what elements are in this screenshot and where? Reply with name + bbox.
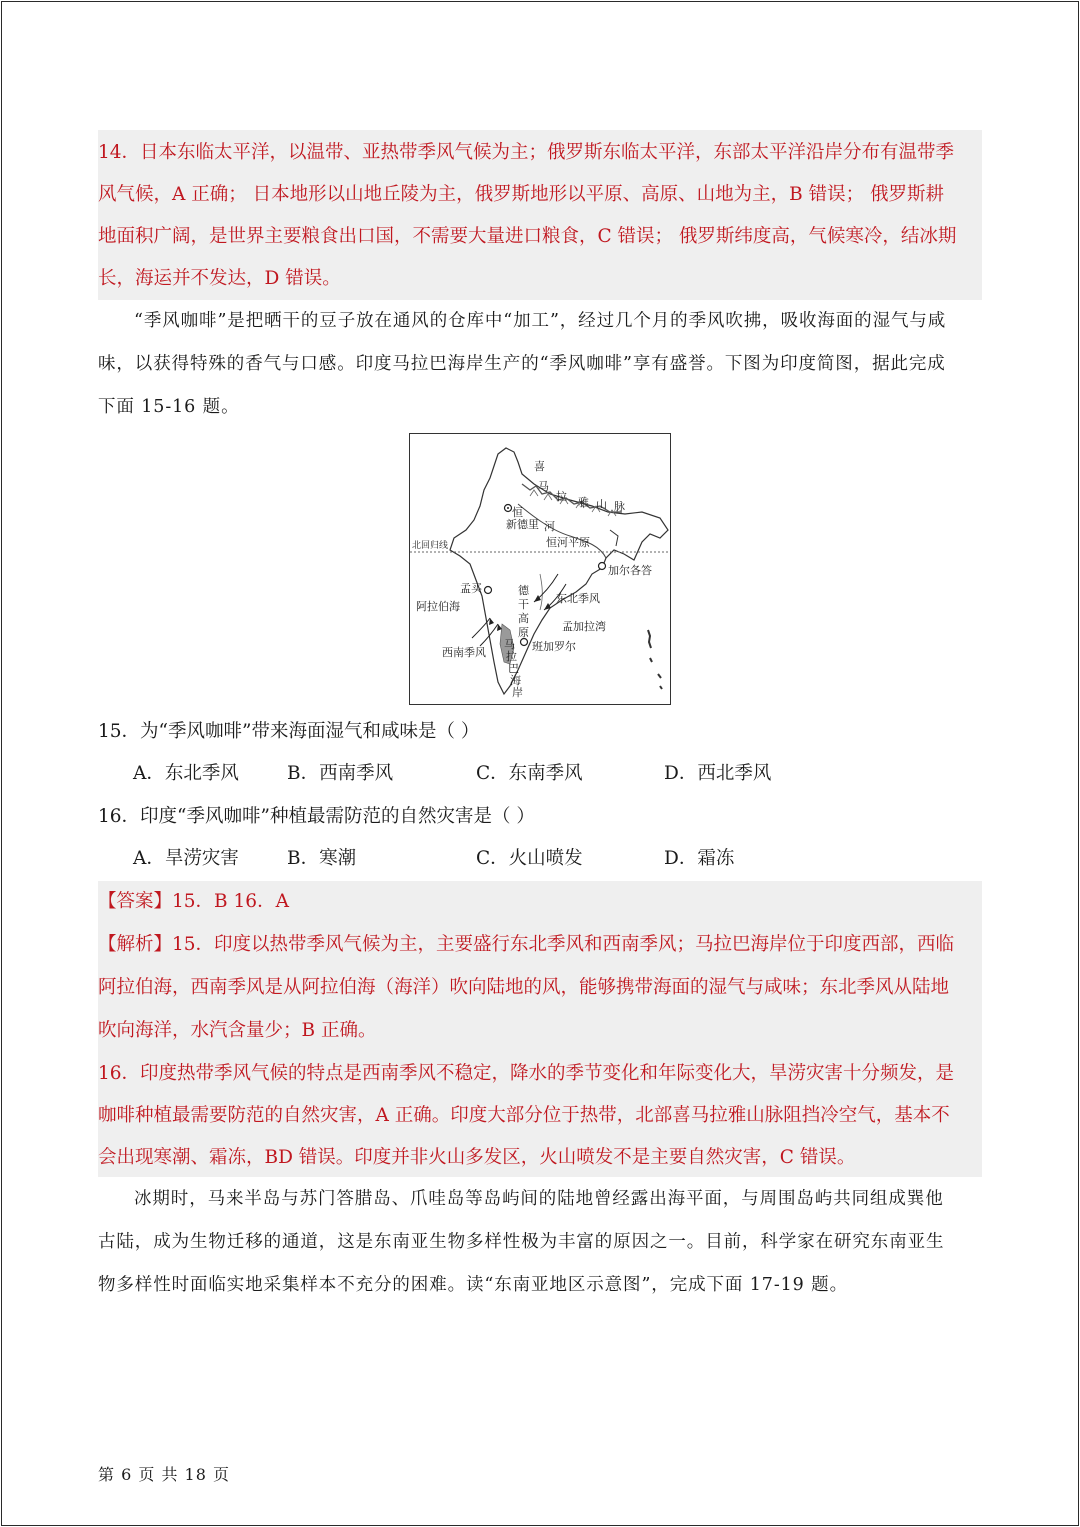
analysis-line-1 [98, 924, 982, 966]
andaman-islands [648, 630, 662, 689]
label-ganges-2: 河 [544, 520, 555, 533]
answer-tag: 【答案】 [98, 891, 173, 912]
label-malabar-1: 马 [504, 638, 515, 651]
kolkata-dot [599, 563, 606, 570]
label-deccan-4: 原 [518, 626, 529, 639]
intro-15-16-line-1: “季风咖啡”是把晒干的豆子放在通风的仓库中“加工”，经过几个月的季风吹拂，吸收海面的湿气与咸 [134, 311, 947, 331]
q16-stem: 16．印度“季风咖啡”种植最需防范的自然灾害是（ ） [98, 806, 535, 827]
q14-line-3: 地面积广阔，是世界主要粮食出口国，不需要大量进口粮食，C 错误； 俄罗斯纬度高，气候寒冷，结冰期 [98, 226, 957, 247]
q16-option-c[interactable]: C．火山喷发 [476, 848, 583, 869]
label-deccan-1: 德 [518, 584, 529, 597]
label-himalaya-2: 马 [538, 480, 549, 493]
answer-line [98, 881, 982, 923]
bangalore-dot [521, 639, 528, 646]
label-kolkata: 加尔各答 [608, 564, 652, 577]
q16-option-a[interactable]: A．旱涝灾害 [133, 848, 239, 869]
label-deccan-3: 高 [518, 612, 529, 625]
answer-text: 15．B 16．A [172, 891, 289, 912]
label-ganges-1: 恒 [512, 506, 523, 519]
intro-15-16-line-3: 下面 15-16 题。 [98, 397, 240, 417]
analysis-line-4: 16．印度热带季风气候的特点是西南季风不稳定，降水的季节变化和年际变化大，旱涝灾害十分频发，是 [98, 1063, 955, 1084]
ganges-river [518, 504, 606, 558]
analysis-line-2: 阿拉伯海，西南季风是从阿拉伯海（海洋）吹向陆地的风，能够携带海面的湿气与咸味；东北季风从陆地 [98, 977, 950, 998]
intro-17-19-line-2: 古陆，成为生物迁移的通道，这是东南亚生物多样性极为丰富的原因之一。目前，科学家在研究东南亚生 [98, 1232, 945, 1252]
q15-option-d[interactable]: D．西北季风 [664, 763, 772, 784]
intro-15-16-line-2: 味，以获得特殊的香气与口感。印度马拉巴海岸生产的“季风咖啡”享有盛誉。下图为印度简图，据此完成 [98, 354, 946, 374]
label-bay-of-bengal: 孟加拉湾 [562, 620, 606, 633]
analysis-tag: 【解析】 [98, 934, 173, 955]
mumbai-dot [485, 587, 492, 594]
label-tropic: 北回归线 [412, 541, 449, 551]
intro-17-19-line-1: 冰期时，马来半岛与苏门答腊岛、爪哇岛等岛屿间的陆地曾经露出海平面，与周围岛屿共同组成巽他 [134, 1189, 944, 1209]
intro-17-19-line-3: 物多样性时面临实地采集样本不充分的困难。读“东南亚地区示意图”，完成下面 17-19 题。 [98, 1275, 848, 1295]
analysis-line-5: 咖啡种植最需要防范的自然灾害，A 正确。印度大部分位于热带，北部喜马拉雅山脉阻挡冷空气，基本不 [98, 1105, 950, 1126]
himalaya-ridge [522, 484, 622, 512]
label-malabar-4: 海 [510, 674, 521, 687]
label-himalaya-4: 雅 [578, 496, 589, 509]
india-map [409, 433, 671, 705]
q16-option-b[interactable]: B．寒潮 [287, 848, 357, 869]
label-bangalore: 班加罗尔 [532, 640, 576, 653]
label-himalaya-6: 脉 [614, 500, 625, 513]
label-deccan-2: 干 [518, 598, 529, 611]
q15-option-b[interactable]: B．西南季风 [287, 763, 394, 784]
label-arabian-sea: 阿拉伯海 [416, 600, 460, 613]
label-himalaya-5: 山 [596, 498, 607, 511]
analysis-line-3: 吹向海洋，水汽含量少；B 正确。 [98, 1020, 377, 1041]
q15-option-c[interactable]: C．东南季风 [476, 763, 583, 784]
label-malabar-5: 岸 [512, 686, 523, 699]
label-mumbai: 孟买 [460, 582, 482, 595]
label-himalaya-3: 拉 [556, 490, 567, 503]
intro-17-19 [98, 1178, 982, 1308]
analysis-line-6: 会出现寒潮、霜冻，BD 错误。印度并非火山多发区，火山喷发不是主要自然灾害，C 错误。 [98, 1147, 856, 1168]
q15-stem: 15．为“季风咖啡”带来海面湿气和咸味是（ ） [98, 721, 480, 742]
q14-line-2: 风气候，A 正确； 日本地形以山地丘陵为主，俄罗斯地形以平原、高原、山地为主，B 错误； 俄罗斯耕 [98, 184, 944, 205]
analysis-text-1: 15．印度以热带季风气候为主，主要盛行东北季风和西南季风；马拉巴海岸位于印度西部，西临 [172, 934, 955, 955]
label-sw-monsoon: 西南季风 [442, 646, 486, 659]
intro-15-16 [98, 300, 982, 430]
answer-analysis [98, 881, 982, 1177]
q16-option-d[interactable]: D．霜冻 [664, 848, 735, 869]
label-ganges-plain: 恒河平原 [546, 536, 590, 549]
label-malabar-2: 拉 [506, 650, 517, 663]
q14-line-4: 长，海运并不发达，D 错误。 [98, 268, 341, 289]
label-ne-monsoon: 东北季风 [556, 592, 600, 605]
q15-option-a[interactable]: A．东北季风 [133, 763, 239, 784]
label-malabar-3: 巴 [508, 662, 519, 675]
label-himalaya-1: 喜 [534, 460, 545, 473]
page-footer: 第 6 页 共 18 页 [98, 1465, 230, 1484]
q14-explanation [98, 130, 982, 300]
label-new-delhi: 新德里 [506, 518, 539, 531]
q14-line-1: 14．日本东临太平洋，以温带、亚热带季风气候为主；俄罗斯东临太平洋，东部太平洋沿岸分布有温带季 [98, 142, 955, 163]
